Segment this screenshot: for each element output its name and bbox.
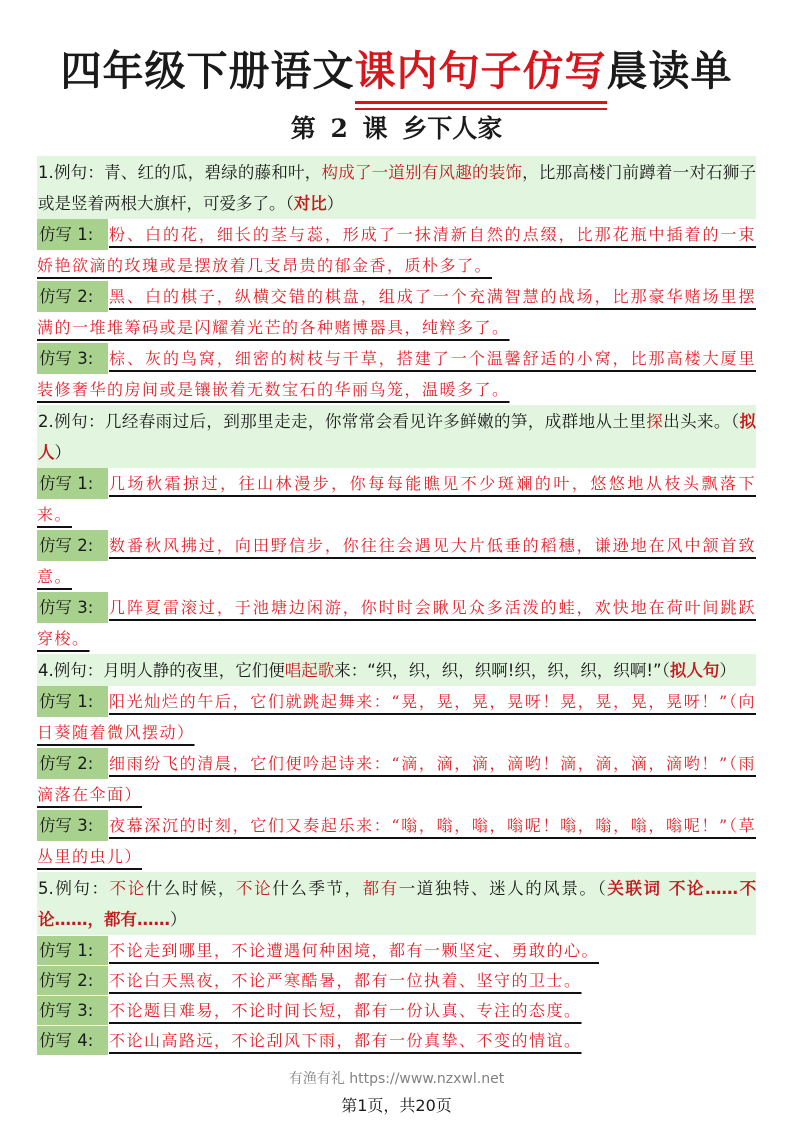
imitation-2	[37, 966, 756, 995]
lesson-title: 第 2 课 乡下人家	[290, 114, 503, 143]
imitation-text: 黑、白的棋子，纵横交错的棋盘，组成了一个充满智慧的战场，比那豪华赌场里摆满的一堆堆筹码或是闪耀着光芒的各种赌博器具，纯粹多了。	[37, 287, 756, 337]
imitation-text: 粉、白的花，细长的茎与蕊，形成了一抹清新自然的点缀，比那花瓶中插着的一束娇艳欲滴的玫瑰或是摆放着几支昂贵的郁金香，质朴多了。	[37, 225, 756, 275]
example-text: 青、红的瓜，碧绿的藤和叶，	[104, 163, 322, 182]
title-prefix: 四年级下册语文	[60, 47, 355, 95]
example-sentence	[37, 654, 756, 686]
example-text: ）	[326, 194, 344, 213]
imitation-text: 数番秋风拂过，向田野信步，你往往会遇见大片低垂的稻穗，谦逊地在风中颔首致意。	[37, 536, 756, 586]
imitation-text: 不论走到哪里，不论遭遇何种困境，都有一颗坚定、勇敢的心。	[109, 941, 600, 960]
worksheet-content	[37, 156, 756, 1055]
imitation-label: 仿写 4:	[37, 1026, 108, 1055]
example-text: 一道独特、迷人的风景。（	[398, 879, 608, 898]
imitation-text: 几场秋霜掠过，往山林漫步，你每每能瞧见不少斑斓的叶，悠悠地从枝头飘落下来。	[37, 474, 756, 524]
rhetoric-tag: 拟人句	[669, 661, 720, 680]
imitation-label: 仿写 1:	[37, 468, 108, 499]
example-text: 月明人静的夜里，它们便	[103, 661, 285, 680]
imitation-3	[37, 592, 756, 654]
section-5	[37, 872, 756, 1055]
imitation-text: 不论题目难易，不论时间长短，都有一份认真、专注的态度。	[109, 1001, 582, 1020]
imitation-label: 仿写 3:	[37, 810, 108, 841]
example-sentence	[37, 156, 756, 219]
imitation-4	[37, 1026, 756, 1055]
example-text: ）	[170, 910, 187, 929]
section-4	[37, 654, 756, 872]
example-number: 5.例句：	[38, 879, 110, 898]
title-suffix: 晨读单	[606, 47, 733, 95]
page-title	[0, 46, 793, 96]
imitation-label: 仿写 3:	[37, 592, 108, 623]
imitation-label: 仿写 2:	[37, 966, 108, 995]
page-number: 第1页，共20页	[341, 1096, 452, 1115]
imitation-text: 不论白天黑夜，不论严寒酷暑，都有一位执着、坚守的卫士。	[109, 971, 582, 990]
example-text: 出头来。（	[663, 412, 740, 431]
imitation-3	[37, 996, 756, 1025]
imitation-3	[37, 343, 756, 405]
imitation-text: 阳光灿烂的午后，它们就跳起舞来：“晃，晃，晃，晃呀！晃，晃，晃，晃呀！”（向日葵随着微风摆动）	[37, 692, 756, 742]
imitation-1	[37, 686, 756, 748]
example-text: ）	[54, 443, 71, 462]
imitation-label: 仿写 1:	[37, 686, 108, 717]
imitation-label: 仿写 1:	[37, 936, 108, 965]
example-emphasis: 都有	[362, 879, 399, 898]
imitation-2	[37, 748, 756, 810]
example-text: 什么季节，	[272, 879, 363, 898]
example-number: 4.例句：	[38, 661, 104, 680]
example-emphasis: 唱起歌	[284, 661, 335, 680]
imitation-label: 仿写 2:	[37, 281, 108, 312]
example-number: 2.例句：	[38, 412, 105, 431]
imitation-label: 仿写 3:	[37, 343, 108, 374]
imitation-3	[37, 810, 756, 872]
example-sentence	[37, 405, 756, 468]
imitation-text: 棕、灰的鸟窝，细密的树枝与干草，搭建了一个温馨舒适的小窝，比那高楼大厦里装修奢华的房间或是镶嵌着无数宝石的华丽鸟笼，温暖多了。	[37, 349, 756, 399]
section-2	[37, 405, 756, 654]
section-1	[37, 156, 756, 405]
imitation-text: 不论山高路远，不论刮风下雨，都有一份真挚、不变的情谊。	[109, 1031, 582, 1050]
imitation-text: 细雨纷飞的清晨，它们便吟起诗来：“滴，滴，滴，滴哟！滴，滴，滴，滴哟！”（雨滴落在伞面）	[37, 754, 756, 804]
example-emphasis: 构成了一道别有风趣的装饰	[321, 163, 523, 182]
imitation-2	[37, 281, 756, 343]
imitation-1	[37, 468, 756, 530]
example-text: 什么时候，	[145, 879, 237, 898]
imitation-2	[37, 530, 756, 592]
example-text: 来：“织，织，织，织啊!织，织，织，织啊!”（	[334, 661, 670, 680]
imitation-text: 夜幕深沉的时刻，它们又奏起乐来：“嗡，嗡，嗡，嗡呢！嗡，嗡，嗡，嗡呢！”（草丛里的虫儿）	[37, 816, 756, 866]
imitation-1	[37, 219, 756, 281]
imitation-label: 仿写 3:	[37, 996, 108, 1025]
rhetoric-tag: 关联词 不论……不论……，都有……	[38, 879, 757, 929]
imitation-label: 仿写 1:	[37, 219, 108, 250]
example-emphasis: 不论	[109, 879, 146, 898]
imitation-label: 仿写 2:	[37, 530, 108, 561]
rhetoric-tag: 拟人	[38, 412, 757, 462]
title-highlight: 课内句子仿写	[354, 47, 607, 95]
watermark: 有渔有礼 https://www.nzxwl.net	[288, 1071, 505, 1087]
imitation-1	[37, 936, 756, 965]
example-text: ）	[719, 661, 736, 680]
example-text: ，比那高楼门前蹲着一对石狮子或是竖着两根大旗杆，可爱多了。（	[38, 163, 757, 213]
imitation-label: 仿写 2:	[37, 748, 108, 779]
example-sentence	[37, 872, 756, 935]
rhetoric-tag: 对比	[293, 194, 327, 213]
example-emphasis: 探	[646, 412, 664, 431]
example-text: 几经春雨过后，到那里走走，你常常会看见许多鲜嫩的笋，成群地从土里	[104, 412, 647, 431]
example-emphasis: 不论	[236, 879, 273, 898]
example-number: 1.例句：	[38, 163, 105, 182]
imitation-text: 几阵夏雷滚过，于池塘边闲游，你时时会瞅见众多活泼的蛙，欢快地在荷叶间跳跃穿梭。	[37, 598, 756, 648]
